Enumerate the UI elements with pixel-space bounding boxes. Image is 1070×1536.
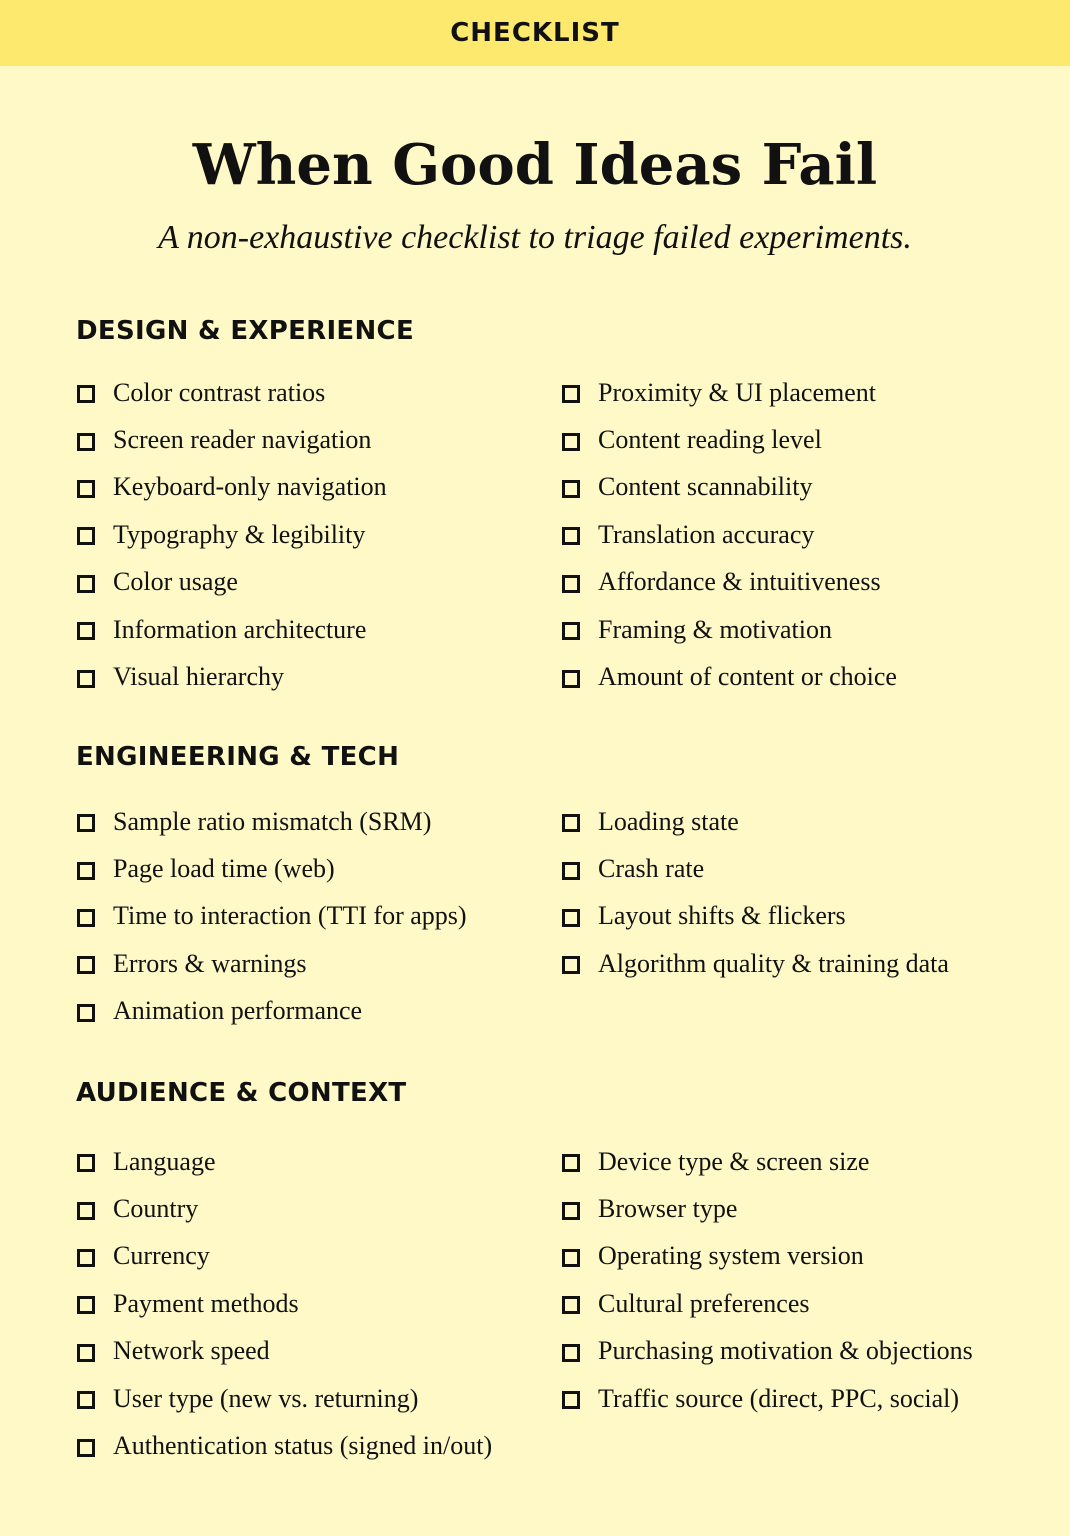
checkbox[interactable] bbox=[77, 1249, 95, 1267]
checkbox[interactable] bbox=[562, 956, 580, 974]
engineering-right-list bbox=[562, 798, 949, 988]
checklist-item[interactable] bbox=[562, 606, 897, 653]
checklist-item[interactable] bbox=[77, 653, 387, 700]
item-label: Errors & warnings bbox=[113, 948, 307, 978]
item-label: Affordance & intuitiveness bbox=[598, 567, 881, 597]
checkbox[interactable] bbox=[562, 1344, 580, 1362]
checklist-item[interactable] bbox=[562, 559, 897, 606]
checklist-item[interactable] bbox=[77, 988, 467, 1035]
checkbox[interactable] bbox=[562, 1296, 580, 1314]
item-label: Loading state bbox=[598, 806, 739, 836]
checklist-item[interactable] bbox=[77, 416, 387, 463]
checklist-item[interactable] bbox=[562, 893, 949, 940]
checklist-item[interactable] bbox=[77, 845, 467, 892]
checkbox[interactable] bbox=[77, 385, 95, 403]
checklist-item[interactable] bbox=[562, 1138, 973, 1185]
checklist-item[interactable] bbox=[77, 1233, 492, 1280]
checkbox[interactable] bbox=[562, 1154, 580, 1172]
checklist-item[interactable] bbox=[77, 1422, 492, 1469]
checkbox[interactable] bbox=[77, 814, 95, 832]
item-label: Operating system version bbox=[598, 1241, 864, 1271]
checkbox[interactable] bbox=[77, 909, 95, 927]
checklist-item[interactable] bbox=[562, 1375, 973, 1422]
checkbox[interactable] bbox=[562, 622, 580, 640]
checkbox[interactable] bbox=[77, 956, 95, 974]
checklist-item[interactable] bbox=[77, 369, 387, 416]
checkbox[interactable] bbox=[77, 1004, 95, 1022]
checkbox[interactable] bbox=[562, 814, 580, 832]
item-label: Framing & motivation bbox=[598, 614, 832, 644]
checkbox[interactable] bbox=[562, 1249, 580, 1267]
item-label: Typography & legibility bbox=[113, 519, 366, 549]
item-label: Information architecture bbox=[113, 614, 367, 644]
engineering-left-list bbox=[77, 798, 467, 1035]
item-label: Crash rate bbox=[598, 854, 705, 884]
checkbox[interactable] bbox=[562, 385, 580, 403]
checkbox[interactable] bbox=[77, 433, 95, 451]
checkbox[interactable] bbox=[562, 909, 580, 927]
item-label: Proximity & UI placement bbox=[598, 377, 877, 407]
checkbox[interactable] bbox=[77, 622, 95, 640]
checkbox[interactable] bbox=[77, 527, 95, 545]
section-heading-design: DESIGN & EXPERIENCE bbox=[76, 316, 414, 346]
checklist-item[interactable] bbox=[77, 559, 387, 606]
checklist-item[interactable] bbox=[77, 1280, 492, 1327]
checklist-item[interactable] bbox=[562, 1233, 973, 1280]
item-label: Layout shifts & flickers bbox=[598, 901, 846, 931]
checklist-item[interactable] bbox=[77, 940, 467, 987]
checklist-item[interactable] bbox=[77, 1185, 492, 1232]
page-title: When Good Ideas Fail bbox=[192, 132, 878, 198]
checklist-item[interactable] bbox=[562, 845, 949, 892]
checkbox[interactable] bbox=[562, 480, 580, 498]
checkbox[interactable] bbox=[77, 575, 95, 593]
checklist-item[interactable] bbox=[562, 653, 897, 700]
checkbox[interactable] bbox=[562, 1202, 580, 1220]
checkbox[interactable] bbox=[77, 1202, 95, 1220]
checkbox[interactable] bbox=[77, 1154, 95, 1172]
checklist-item[interactable] bbox=[562, 369, 897, 416]
checklist-item[interactable] bbox=[77, 606, 387, 653]
checklist-item[interactable] bbox=[77, 798, 467, 845]
checklist-item[interactable] bbox=[77, 464, 387, 511]
item-label: User type (new vs. returning) bbox=[113, 1383, 419, 1413]
checklist-item[interactable] bbox=[77, 1138, 492, 1185]
item-label: Cultural preferences bbox=[598, 1288, 810, 1318]
top-banner bbox=[0, 0, 1070, 66]
checkbox[interactable] bbox=[562, 433, 580, 451]
checkbox[interactable] bbox=[562, 862, 580, 880]
checklist-item[interactable] bbox=[562, 511, 897, 558]
item-label: Time to interaction (TTI for apps) bbox=[113, 901, 467, 931]
item-label: Visual hierarchy bbox=[113, 662, 284, 692]
checklist-item[interactable] bbox=[562, 1185, 973, 1232]
audience-right-list bbox=[562, 1138, 973, 1422]
checkbox[interactable] bbox=[562, 527, 580, 545]
item-label: Sample ratio mismatch (SRM) bbox=[113, 806, 432, 836]
checklist-item[interactable] bbox=[562, 416, 897, 463]
checklist-item[interactable] bbox=[562, 1280, 973, 1327]
page-subtitle: A non-exhaustive checklist to triage failed experiments. bbox=[158, 219, 912, 256]
checklist-item[interactable] bbox=[562, 798, 949, 845]
item-label: Page load time (web) bbox=[113, 854, 335, 884]
checkbox[interactable] bbox=[562, 1391, 580, 1409]
item-label: Payment methods bbox=[113, 1288, 299, 1318]
item-label: Authentication status (signed in/out) bbox=[113, 1431, 493, 1461]
design-left-list bbox=[77, 369, 387, 701]
design-right-list bbox=[562, 369, 897, 701]
section-heading-engineering: ENGINEERING & TECH bbox=[76, 742, 400, 772]
checklist-item[interactable] bbox=[562, 940, 949, 987]
section-heading-audience: AUDIENCE & CONTEXT bbox=[76, 1078, 407, 1108]
item-label: Translation accuracy bbox=[598, 519, 815, 549]
item-label: Content scannability bbox=[598, 472, 813, 502]
checkbox[interactable] bbox=[77, 1296, 95, 1314]
checkbox[interactable] bbox=[562, 575, 580, 593]
item-label: Color contrast ratios bbox=[113, 377, 326, 407]
checklist-item[interactable] bbox=[562, 464, 897, 511]
checklist-item[interactable] bbox=[77, 893, 467, 940]
checklist-item[interactable] bbox=[77, 1375, 492, 1422]
item-label: Algorithm quality & training data bbox=[598, 948, 949, 978]
checkbox[interactable] bbox=[562, 670, 580, 688]
item-label: Screen reader navigation bbox=[113, 425, 372, 455]
item-label: Keyboard-only navigation bbox=[113, 472, 387, 502]
item-label: Color usage bbox=[113, 567, 238, 597]
checkbox[interactable] bbox=[77, 480, 95, 498]
checklist-item[interactable] bbox=[562, 1328, 973, 1375]
banner-label: CHECKLIST bbox=[450, 18, 620, 48]
audience-left-list bbox=[77, 1138, 492, 1470]
checkbox[interactable] bbox=[77, 862, 95, 880]
checklist-item[interactable] bbox=[77, 1328, 492, 1375]
item-label: Language bbox=[113, 1146, 216, 1176]
item-label: Content reading level bbox=[598, 425, 822, 455]
item-label: Purchasing motivation & objections bbox=[598, 1336, 973, 1366]
item-label: Browser type bbox=[598, 1194, 738, 1224]
checkbox[interactable] bbox=[77, 1439, 95, 1457]
item-label: Animation performance bbox=[113, 996, 363, 1026]
checklist-item[interactable] bbox=[77, 511, 387, 558]
item-label: Amount of content or choice bbox=[598, 662, 897, 692]
checkbox[interactable] bbox=[77, 1344, 95, 1362]
item-label: Traffic source (direct, PPC, social) bbox=[598, 1383, 960, 1413]
item-label: Country bbox=[113, 1194, 199, 1224]
item-label: Device type & screen size bbox=[598, 1146, 870, 1176]
item-label: Currency bbox=[113, 1241, 210, 1271]
checkbox[interactable] bbox=[77, 1391, 95, 1409]
checkbox[interactable] bbox=[77, 670, 95, 688]
item-label: Network speed bbox=[113, 1336, 270, 1366]
